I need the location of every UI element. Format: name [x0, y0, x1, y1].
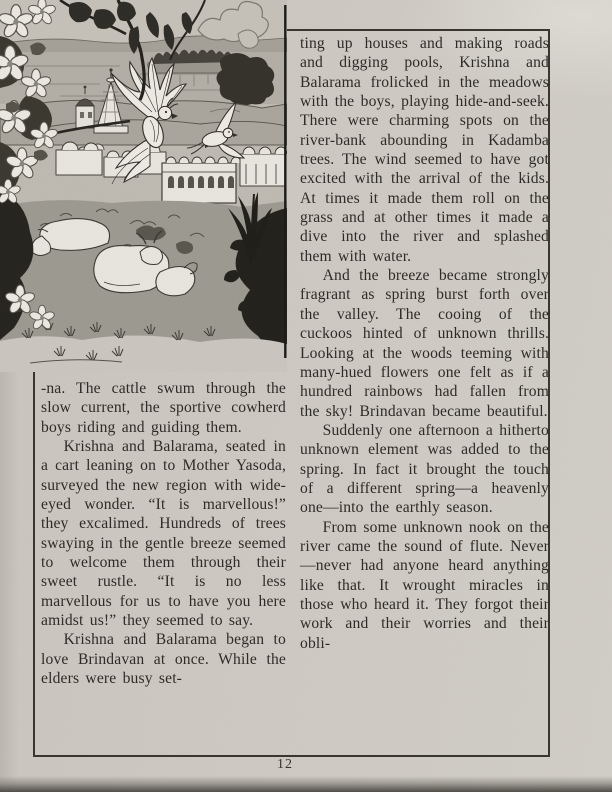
page-edge-shadow: [0, 776, 612, 792]
page-number: 12: [277, 757, 293, 772]
brindavan-illustration: [0, 0, 287, 372]
paragraph: Suddenly one afternoon a hitherto unknown element was added to the spring. In fact it brought the touch of a different spring—a heavenly one—into the earthly season.: [300, 421, 549, 517]
paragraph: Krishna and Balarama, seated in a cart leaning on to Mother Yasoda, surveyed the new region with wide-eyed wonder. “It is marvellous!” they excalimed. Hundreds of trees swaying in the gentle breeze seemed to welcome them through their sweet rustle. “It is no less marvellous for us to have you here amidst us!” they seemed to say.: [41, 438, 286, 630]
paragraph: From some unknown nook on the river came the sound of flute. Never—never had anyone heard anything like that. It wrought miracles in those who heard it. They forgot their work and their worries and their obli-: [300, 518, 549, 652]
paragraph: -na. The cattle swum through the slow current, the sportive cowherd boys riding and guiding them.: [41, 380, 286, 436]
right-text-column: [300, 34, 549, 653]
paragraph: Krishna and Balarama began to love Brindavan at once. While the elders were busy set-: [41, 631, 286, 688]
left-text-column: [41, 379, 286, 689]
paragraph: ting up houses and making roads and digging pools, Krishna and Balarama frolicked in the meadows with the boys, playing hide-and-seek. There were charming spots on the river-bank abounding in Kadamba trees. The wind seemed to have got excited with the arrival of the kids. At times it made them roll on the grass and at other times it made a dive into the river and splashed them with water.: [300, 35, 549, 265]
paragraph: And the breeze became strongly fragrant as spring burst forth over the valley. The cooing of the cuckoos hinted of unknown thrills. Looking at the woods teeming with many-hued flowers one felt as if a hundred rainbows had fallen from the sky! Brindavan became beautiful.: [300, 267, 549, 420]
